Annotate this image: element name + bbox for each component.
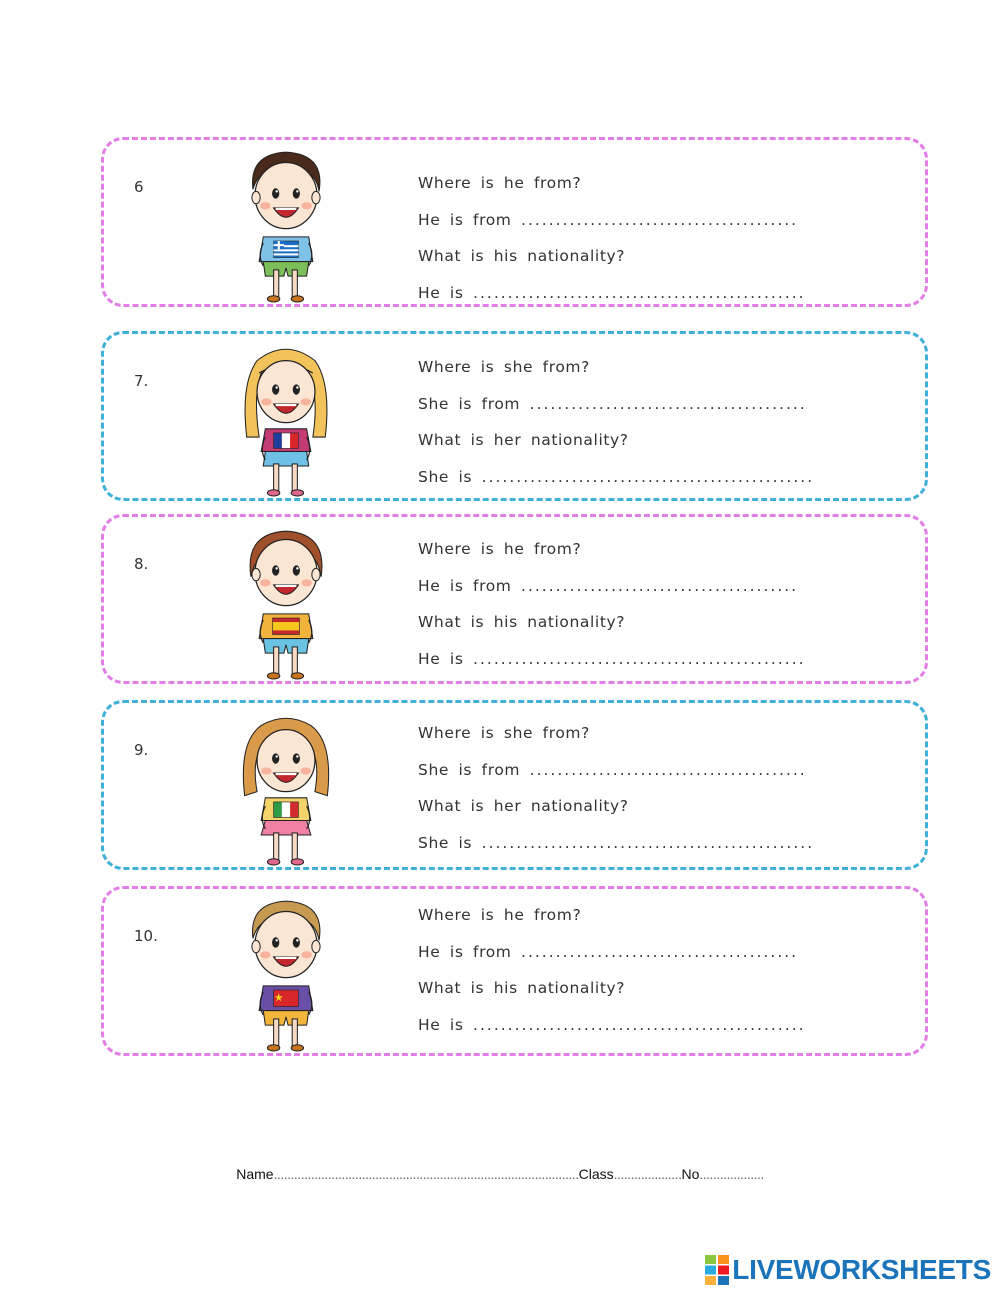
answer-nationality-line[interactable]: She is ................................................ xyxy=(418,834,815,852)
item-number: 7. xyxy=(134,372,149,390)
question-nationality: What is his nationality? xyxy=(418,247,626,265)
exercise-card-9 xyxy=(101,700,928,870)
exercise-card-7 xyxy=(101,331,928,501)
name-field[interactable]: .......................................................................................... xyxy=(273,1166,579,1182)
liveworksheets-logo xyxy=(705,1254,991,1286)
exercise-card-10 xyxy=(101,886,928,1056)
question-location: Where is he from? xyxy=(418,540,582,558)
girl-italy-flag-shirt-icon xyxy=(234,711,338,866)
question-nationality: What is his nationality? xyxy=(418,979,626,997)
answer-location-line[interactable]: He is from ........................................ xyxy=(418,943,799,961)
no-label: No xyxy=(681,1166,700,1182)
question-nationality: What is her nationality? xyxy=(418,431,629,449)
item-number: 8. xyxy=(134,555,149,573)
exercise-card-8 xyxy=(101,514,928,684)
question-location: Where is he from? xyxy=(418,906,582,924)
answer-location-line[interactable]: She is from ........................................ xyxy=(418,395,807,413)
item-number: 6 xyxy=(134,178,144,196)
no-field[interactable]: ................... xyxy=(699,1166,764,1182)
question-location: Where is he from? xyxy=(418,174,582,192)
logo-blocks-icon xyxy=(705,1255,729,1285)
question-location: Where is she from? xyxy=(418,358,590,376)
question-nationality: What is her nationality? xyxy=(418,797,629,815)
girl-france-flag-shirt-icon xyxy=(234,342,338,497)
question-location: Where is she from? xyxy=(418,724,590,742)
class-field[interactable]: .................... xyxy=(613,1166,682,1182)
answer-nationality-line[interactable]: He is ................................................ xyxy=(418,284,806,302)
answer-nationality-line[interactable]: He is ................................................ xyxy=(418,1016,806,1034)
boy-greece-flag-shirt-icon xyxy=(234,148,338,303)
item-number: 10. xyxy=(134,927,158,945)
brand-name: LIVEWORKSHEETS xyxy=(732,1254,991,1285)
question-nationality: What is his nationality? xyxy=(418,613,626,631)
answer-nationality-line[interactable]: He is ................................................ xyxy=(418,650,806,668)
answer-location-line[interactable]: He is from ........................................ xyxy=(418,577,799,595)
student-info-line xyxy=(0,1166,1000,1182)
boy-china-flag-shirt-icon xyxy=(234,897,338,1052)
answer-nationality-line[interactable]: She is ................................................ xyxy=(418,468,815,486)
class-label: Class xyxy=(578,1166,614,1182)
answer-location-line[interactable]: She is from ........................................ xyxy=(418,761,807,779)
name-label: Name xyxy=(236,1166,274,1182)
item-number: 9. xyxy=(134,741,149,759)
exercise-card-6 xyxy=(101,137,928,307)
answer-location-line[interactable]: He is from ........................................ xyxy=(418,211,799,229)
boy-spain-flag-shirt-icon xyxy=(234,525,338,680)
